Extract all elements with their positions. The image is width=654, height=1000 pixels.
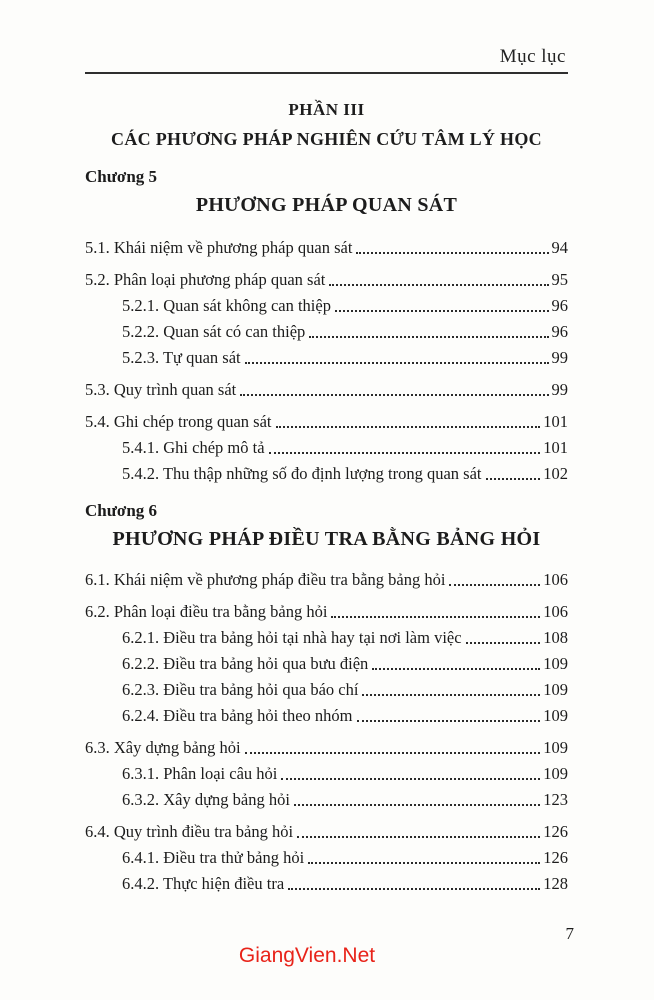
- toc-entry-label: 6.1. Khái niệm về phương pháp điều tra bằng bảng hỏi: [85, 570, 446, 590]
- dot-leader: [245, 362, 549, 364]
- toc-entry-label: 6.2. Phân loại điều tra bằng bảng hỏi: [85, 602, 328, 622]
- toc-entry: [85, 232, 568, 258]
- toc-entry-page: 109: [543, 738, 568, 758]
- part-number: PHẦN III: [288, 100, 365, 119]
- part-title: CÁC PHƯƠNG PHÁP NGHIÊN CỨU TÂM LÝ HỌC: [111, 129, 542, 149]
- toc-entry: [85, 816, 568, 842]
- toc-entry-page: 106: [543, 570, 568, 590]
- page-number: 7: [565, 924, 574, 943]
- toc-entry-page: 95: [551, 270, 568, 290]
- toc-entry-label: 5.2.3. Tự quan sát: [122, 348, 241, 368]
- toc-entry: [85, 648, 568, 674]
- dot-leader: [486, 478, 541, 480]
- toc-entry-page: 106: [543, 602, 568, 622]
- toc-entry-page: 123: [543, 790, 568, 810]
- toc-entry: [85, 784, 568, 810]
- toc-entry-label: 6.3.1. Phân loại câu hỏi: [122, 764, 278, 784]
- dot-leader: [372, 668, 540, 670]
- toc-entry: [85, 316, 568, 342]
- dot-leader: [276, 426, 541, 428]
- toc-entry-page: 96: [551, 322, 568, 342]
- toc-entry-page: 101: [543, 438, 568, 458]
- toc-entry-label: 6.2.4. Điều tra bảng hỏi theo nhóm: [122, 706, 353, 726]
- toc-entry-label: 5.1. Khái niệm về phương pháp quan sát: [85, 238, 353, 258]
- dot-leader: [240, 394, 548, 396]
- toc-entry: [85, 622, 568, 648]
- dot-leader: [288, 888, 540, 890]
- toc-entry-label: 6.2.1. Điều tra bảng hỏi tại nhà hay tại nơi làm việc: [122, 628, 462, 648]
- toc-entry: [85, 596, 568, 622]
- toc-entry-page: 128: [543, 874, 568, 894]
- toc-entry-page: 109: [543, 764, 568, 784]
- dot-leader: [281, 778, 540, 780]
- toc-entry-label: 6.4.1. Điều tra thử bảng hỏi: [122, 848, 305, 868]
- dot-leader: [297, 836, 540, 838]
- toc-entry-page: 101: [543, 412, 568, 432]
- dot-leader: [294, 804, 540, 806]
- toc-entry: [85, 842, 568, 868]
- dot-leader: [245, 752, 541, 754]
- toc-entry: [85, 458, 568, 484]
- chapter-5-section: [85, 167, 568, 484]
- chapter-5-title: PHƯƠNG PHÁP QUAN SÁT: [195, 194, 458, 216]
- toc-entry: [85, 868, 568, 894]
- dot-leader: [335, 310, 549, 312]
- toc-entry-label: 6.2.2. Điều tra bảng hỏi qua bưu điện: [122, 654, 369, 674]
- toc-entry: [85, 264, 568, 290]
- dot-leader: [362, 694, 540, 696]
- toc-entry-page: 96: [551, 296, 568, 316]
- chapter-6-label: Chương 6: [85, 501, 158, 520]
- toc-entry: [85, 674, 568, 700]
- toc-entry-label: 5.2. Phân loại phương pháp quan sát: [85, 270, 326, 290]
- toc-entry: [85, 290, 568, 316]
- toc-entry-label: 5.2.2. Quan sát có can thiệp: [122, 322, 306, 342]
- toc-entry: [85, 342, 568, 368]
- toc-entry-page: 126: [543, 822, 568, 842]
- chapter-6-toc: [85, 564, 568, 894]
- toc-entry-label: 6.3. Xây dựng bảng hỏi: [85, 738, 241, 758]
- dot-leader: [449, 584, 540, 586]
- toc-entry-label: 5.3. Quy trình quan sát: [85, 380, 237, 400]
- toc-entry-label: 5.4.1. Ghi chép mô tả: [122, 438, 265, 458]
- dot-leader: [269, 452, 541, 454]
- toc-entry-page: 109: [543, 706, 568, 726]
- toc-entry-label: 5.2.1. Quan sát không can thiệp: [122, 296, 331, 316]
- toc-entry-page: 94: [551, 238, 568, 258]
- toc-entry-page: 99: [551, 348, 568, 368]
- header-label: Mục lục: [499, 46, 566, 67]
- toc-entry-label: 6.2.3. Điều tra bảng hỏi qua báo chí: [122, 680, 359, 700]
- toc-entry: [85, 758, 568, 784]
- dot-leader: [357, 720, 541, 722]
- chapter-5-toc: [85, 232, 568, 484]
- watermark-text: GiangVien.Net: [238, 944, 376, 967]
- toc-entry-page: 102: [543, 464, 568, 484]
- page-header: [85, 46, 568, 74]
- part-heading: [85, 100, 568, 150]
- toc-entry: [85, 732, 568, 758]
- toc-entry-label: 6.3.2. Xây dựng bảng hỏi: [122, 790, 290, 810]
- chapter-6-title: PHƯƠNG PHÁP ĐIỀU TRA BẰNG BẢNG HỎI: [112, 528, 541, 550]
- toc-entry-page: 99: [551, 380, 568, 400]
- header-rule: [85, 72, 568, 74]
- toc-entry-label: 5.4. Ghi chép trong quan sát: [85, 412, 272, 432]
- toc-entry-page: 126: [543, 848, 568, 868]
- chapter-5-label: Chương 5: [85, 167, 158, 186]
- toc-entry-label: 5.4.2. Thu thập những số đo định lượng trong quan sát: [122, 464, 482, 484]
- toc-entry-label: 6.4. Quy trình điều tra bảng hỏi: [85, 822, 294, 842]
- toc-entry-page: 108: [543, 628, 568, 648]
- toc-entry: [85, 564, 568, 590]
- dot-leader: [308, 862, 540, 864]
- dot-leader: [309, 336, 548, 338]
- toc-entry-page: 109: [543, 654, 568, 674]
- toc-entry: [85, 700, 568, 726]
- toc-entry: [85, 432, 568, 458]
- toc-entry: [85, 374, 568, 400]
- dot-leader: [356, 252, 548, 254]
- dot-leader: [466, 642, 541, 644]
- toc-entry-label: 6.4.2. Thực hiện điều tra: [122, 874, 285, 894]
- toc-entry-page: 109: [543, 680, 568, 700]
- dot-leader: [329, 284, 548, 286]
- chapter-6-section: [85, 501, 568, 894]
- toc-entry: [85, 406, 568, 432]
- dot-leader: [331, 616, 540, 618]
